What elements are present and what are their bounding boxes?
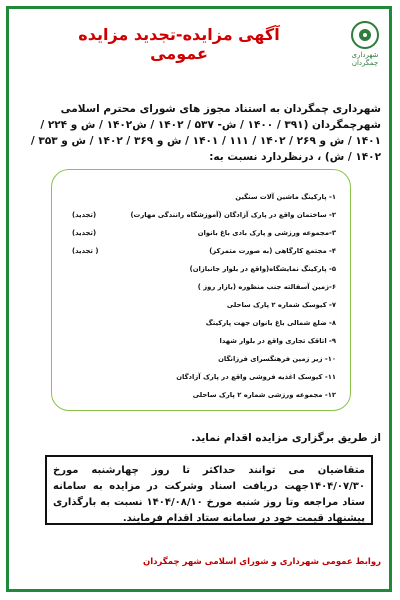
page-frame <box>6 6 392 592</box>
footer-credit: روابط عمومی شهرداری و شورای اسلامی شهر چمگردان <box>142 557 381 567</box>
list-item: ۱- پارکینگ ماشین آلات سنگین <box>235 193 336 201</box>
list-item: ۶-زمین آسفالته جنب منظوره (بازار روز ) <box>197 283 336 291</box>
list-item: ۱۰- زیر زمین فرهنگسرای فرزانگان <box>218 355 336 363</box>
items-list <box>52 170 350 404</box>
items-list-box <box>51 169 351 411</box>
list-item: ۱۲- مجموعه ورزشی شماره ۲ پارک ساحلی <box>192 391 336 399</box>
list-item: ۹- اتاقک تجاری واقع در بلوار شهدا <box>219 337 336 345</box>
intro-paragraph: شهرداری چمگردان به استناد مجوز های شورای محترم اسلامی شهرچمگردان (۳۹۱ / ۱۴۰۰ / ش- ۵۳۷ / ۱۴۰۲ / ش۱۴۰۲ / ش و ۲۲۴ / ۱۴۰۱ / ش و ۲۶۹ / ۱۴۰۲ / ۱۱۱ / ۱۴۰۱ / ش و ۳۶۹ / ۱۴۰۲ / ش و ۳۵۳ / ۱۴۰۲ / ش) ، درنظردارد نسبت به: <box>30 103 381 163</box>
page-title: آگهی مزایده-تجدید مزایده عمومی <box>78 25 280 63</box>
auction-line: از طریق برگزاری مزایده اقدام نماید. <box>191 432 381 444</box>
list-item: ۱۱- کیوسک اغذیه فروشی واقع در پارک آزادگان <box>176 373 336 381</box>
list-item: ۴- مجتمع کارگاهی (به صورت متمرکز) ( تجدید) <box>72 247 336 255</box>
list-item: ۲- ساختمان واقع در پارک آزادگان (آموزشگاه رانندگی مهارت) (تجدید) <box>72 211 336 219</box>
logo-caption: شهرداری چمگردان <box>351 51 379 67</box>
list-item: ۵- پارکینگ نمایشگاه(واقع در بلوار جانبازان) <box>189 265 336 273</box>
municipality-logo <box>351 21 379 49</box>
list-item: ۳-مجموعه ورزشی و پارک بادی باغ بانوان (تجدید) <box>72 229 336 237</box>
header <box>19 19 385 67</box>
list-item: ۷- کیوسک شماره ۲ پارک ساحلی <box>226 301 336 309</box>
list-item: ۸- ضلع شمالی باغ بانوان جهت پارکینگ <box>205 319 336 327</box>
notice-box: متقاضیان می توانند حداکثر تا روز چهارشنبه مورخ ۱۴۰۴/۰۷/۳۰جهت دریافت اسناد وشرکت در مزایده به سامانه ستاد مراجعه وتا روز شنبه مورخ ۱۴۰۴/۰۸/۱۰ نسبت به بارگذاری پیشنهاد قیمت خود در سامانه ستاد اقدام فرمایند. <box>45 455 373 525</box>
